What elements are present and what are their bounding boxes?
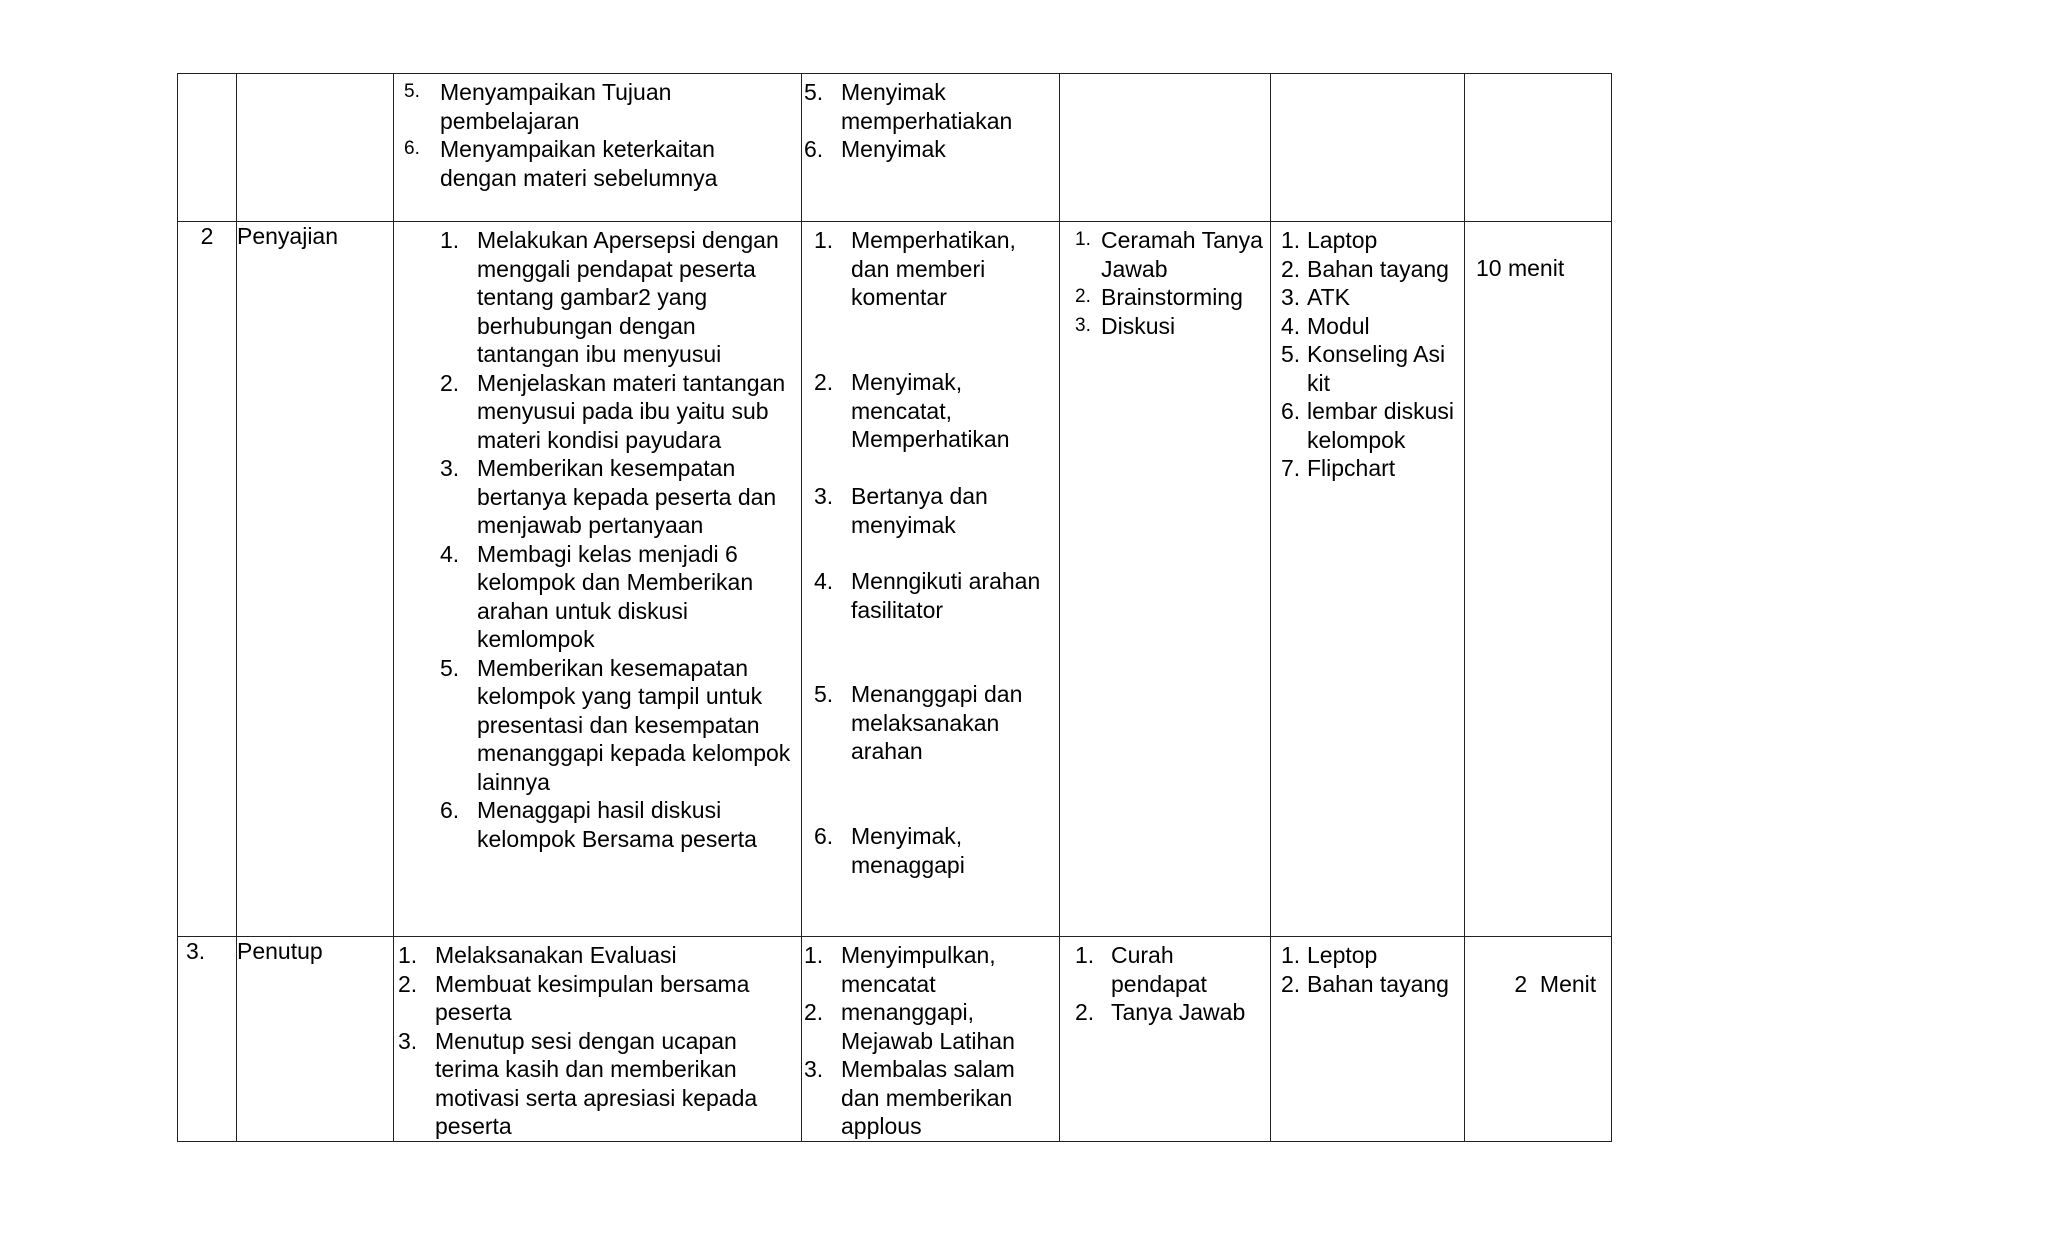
- cell-media: [1271, 222, 1465, 937]
- participant-item-3: 3. Bertanya dan menyimak: [814, 483, 988, 538]
- facilitator-list: [404, 78, 795, 192]
- media-list: [1281, 226, 1458, 483]
- list-item: 3. Membalas salam dan memberikan applous: [804, 1056, 1015, 1139]
- lesson-plan-table: [177, 73, 1612, 1142]
- cell-time: [1465, 937, 1612, 1142]
- list-item: 2. Bahan tayang: [1281, 255, 1449, 282]
- list-item: 3. Menutup sesi dengan ucapan terima kasih dan memberikan motivasi serta apresiasi kepada peserta: [398, 1027, 758, 1139]
- participant-item-2: 2. Menyimak, mencatat, Memperhatikan: [814, 369, 1010, 452]
- table-row: [178, 74, 1612, 222]
- list-item: 2. Menjelaskan materi tantangan menyusui pada ibu yaitu sub materi kondisi payudara: [440, 369, 786, 453]
- cell-methods: [1060, 74, 1271, 222]
- list-item: 4. Modul: [1281, 312, 1370, 339]
- cell-number: 2: [178, 222, 237, 937]
- list-item: 1. Curah pendapat: [1075, 942, 1207, 997]
- participant-list: [804, 78, 1053, 164]
- cell-methods: [1060, 937, 1271, 1142]
- cell-number: 3.: [178, 937, 237, 1142]
- list-item: 5. Menyampaikan Tujuan pembelajaran: [404, 79, 672, 134]
- list-item: 5. Konseling Asi kit: [1281, 341, 1446, 396]
- cell-participant-activities: [802, 74, 1060, 222]
- list-item: 7. Flipchart: [1281, 455, 1396, 481]
- list-item: 3. ATK: [1281, 284, 1351, 310]
- list-item: 2. Tanya Jawab: [1075, 999, 1246, 1025]
- cell-participant-activities: [802, 222, 1060, 937]
- list-item: 6. lembar diskusi kelompok: [1281, 398, 1454, 453]
- list-item: 6. Menaggapi hasil diskusi kelompok Bersama peserta: [440, 797, 757, 852]
- list-item: 1. Melaksanakan Evaluasi: [398, 942, 677, 968]
- cell-stage: [237, 74, 394, 222]
- cell-facilitator-activities: [394, 74, 802, 222]
- cell-stage: Penyajian: [237, 222, 394, 937]
- participant-list: [804, 941, 1055, 1141]
- list-item: 2. menanggapi, Mejawab Latihan: [804, 999, 1015, 1054]
- cell-media: [1271, 74, 1465, 222]
- methods-list: [1075, 941, 1264, 1027]
- list-item: 4. Membagi kelas menjadi 6 kelompok dan Memberikan arahan untuk diskusi kemlompok: [440, 540, 754, 652]
- list-item: 3. Memberikan kesempatan bertanya kepada peserta dan menjawab pertanyaan: [440, 455, 777, 538]
- duration-text: 10 menit: [1476, 255, 1565, 281]
- duration-text: 2 Menit: [1514, 970, 1597, 997]
- cell-methods: [1060, 222, 1271, 937]
- cell-stage: Penutup: [237, 937, 394, 1142]
- participant-item-4: 4. Menngikuti arahan fasilitator: [814, 568, 1041, 623]
- table-row: [178, 937, 1612, 1142]
- list-item: 1. Menyimpulkan, mencatat: [804, 942, 996, 997]
- cell-media: [1271, 937, 1465, 1142]
- list-item: 5. Memberikan kesemapatan kelompok yang tampil untuk presentasi dan kesempatan menanggapi kepada kelompok lainnya: [440, 654, 791, 795]
- list-item: 1. Ceramah Tanya Jawab: [1075, 227, 1263, 282]
- list-item: 2. Brainstorming: [1075, 284, 1243, 310]
- participant-item-1: 1. Memperhatikan, dan memberi komentar: [814, 227, 1016, 310]
- cell-participant-activities: [802, 937, 1060, 1142]
- cell-number: [178, 74, 237, 222]
- media-list: [1281, 941, 1458, 998]
- list-item: 1. Leptop: [1281, 942, 1378, 968]
- list-item: 1. Laptop: [1281, 227, 1378, 253]
- list-item: 3. Diskusi: [1075, 312, 1176, 339]
- cell-facilitator-activities: [394, 222, 802, 937]
- participant-item-5: 5. Menanggapi dan melaksanakan arahan: [814, 681, 1023, 764]
- list-item: 2. Bahan tayang: [1281, 970, 1449, 997]
- cell-time: [1465, 74, 1612, 222]
- methods-list: [1075, 226, 1264, 340]
- list-item: 1. Melakukan Apersepsi dengan menggali pendapat peserta tentang gambar2 yang berhubungan dengan tantangan ibu menyusui: [440, 227, 779, 367]
- table-row: [178, 222, 1612, 937]
- list-item: 6. Menyampaikan keterkaitan dengan materi sebelumnya: [404, 136, 718, 191]
- list-item: 5. Menyimak memperhatiakan: [804, 79, 1013, 134]
- list-item: 2. Membuat kesimpulan bersama peserta: [398, 970, 750, 1025]
- facilitator-list: [398, 941, 795, 1141]
- cell-time: [1465, 222, 1612, 937]
- participant-item-6: 6. Menyimak, menaggapi: [814, 823, 965, 878]
- cell-facilitator-activities: [394, 937, 802, 1142]
- facilitator-list: [440, 226, 795, 853]
- list-item: 6. Menyimak: [804, 136, 946, 162]
